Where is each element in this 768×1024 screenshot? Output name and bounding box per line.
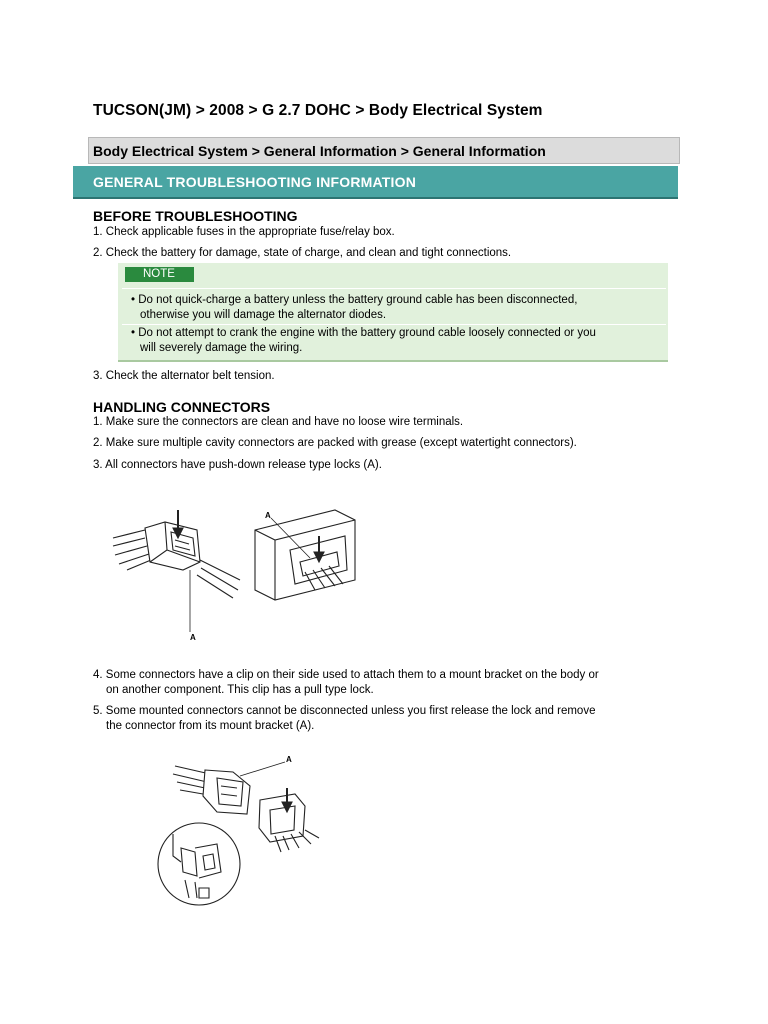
note-label: NOTE (125, 267, 194, 282)
before-troubleshooting-heading: BEFORE TROUBLESHOOTING (93, 208, 298, 224)
note-divider (122, 324, 666, 325)
step-item: 5. Some mounted connectors cannot be disconnected unless you first release the lock and remove the connector from its mount bracket (A). (93, 705, 596, 732)
note-divider (122, 288, 666, 289)
section-title-bar (73, 166, 678, 199)
handling-connectors-heading: HANDLING CONNECTORS (93, 399, 271, 415)
step-item: 1. Check applicable fuses in the appropriate fuse/relay box. (93, 226, 395, 238)
figure1-label-a: A (190, 633, 196, 642)
note-box (118, 263, 668, 362)
step-item: 4. Some connectors have a clip on their side used to attach them to a mount bracket on the body or on another component. This clip has a pull type lock. (93, 669, 599, 696)
sub-breadcrumb-bar (88, 137, 680, 164)
connector-mount-bracket-diagram (155, 752, 335, 907)
page-breadcrumb: TUCSON(JM) > 2008 > G 2.7 DOHC > Body Electrical System (93, 102, 543, 119)
step-item: 3. All connectors have push-down release type locks (A). (93, 459, 382, 471)
connector-push-lock-diagram (105, 500, 375, 645)
figure1-label-a: A (265, 511, 271, 520)
step-item: 2. Check the battery for damage, state of charge, and clean and tight connections. (93, 247, 512, 259)
sub-breadcrumb: Body Electrical System > General Information > General Information (93, 143, 546, 159)
step-item: 1. Make sure the connectors are clean and have no loose wire terminals. (93, 416, 464, 428)
step-item: 3. Check the alternator belt tension. (93, 370, 275, 382)
figure2-label-a: A (286, 755, 292, 764)
note-bullet: • Do not attempt to crank the engine with the battery ground cable loosely connected or you will severely damage the wiring. (131, 327, 596, 354)
section-title: GENERAL TROUBLESHOOTING INFORMATION (93, 174, 417, 190)
note-bullet: • Do not quick-charge a battery unless the battery ground cable has been disconnected, otherwise you will damage the alternator diodes. (131, 294, 578, 321)
step-item: 2. Make sure multiple cavity connectors are packed with grease (except watertight connectors). (93, 437, 577, 449)
